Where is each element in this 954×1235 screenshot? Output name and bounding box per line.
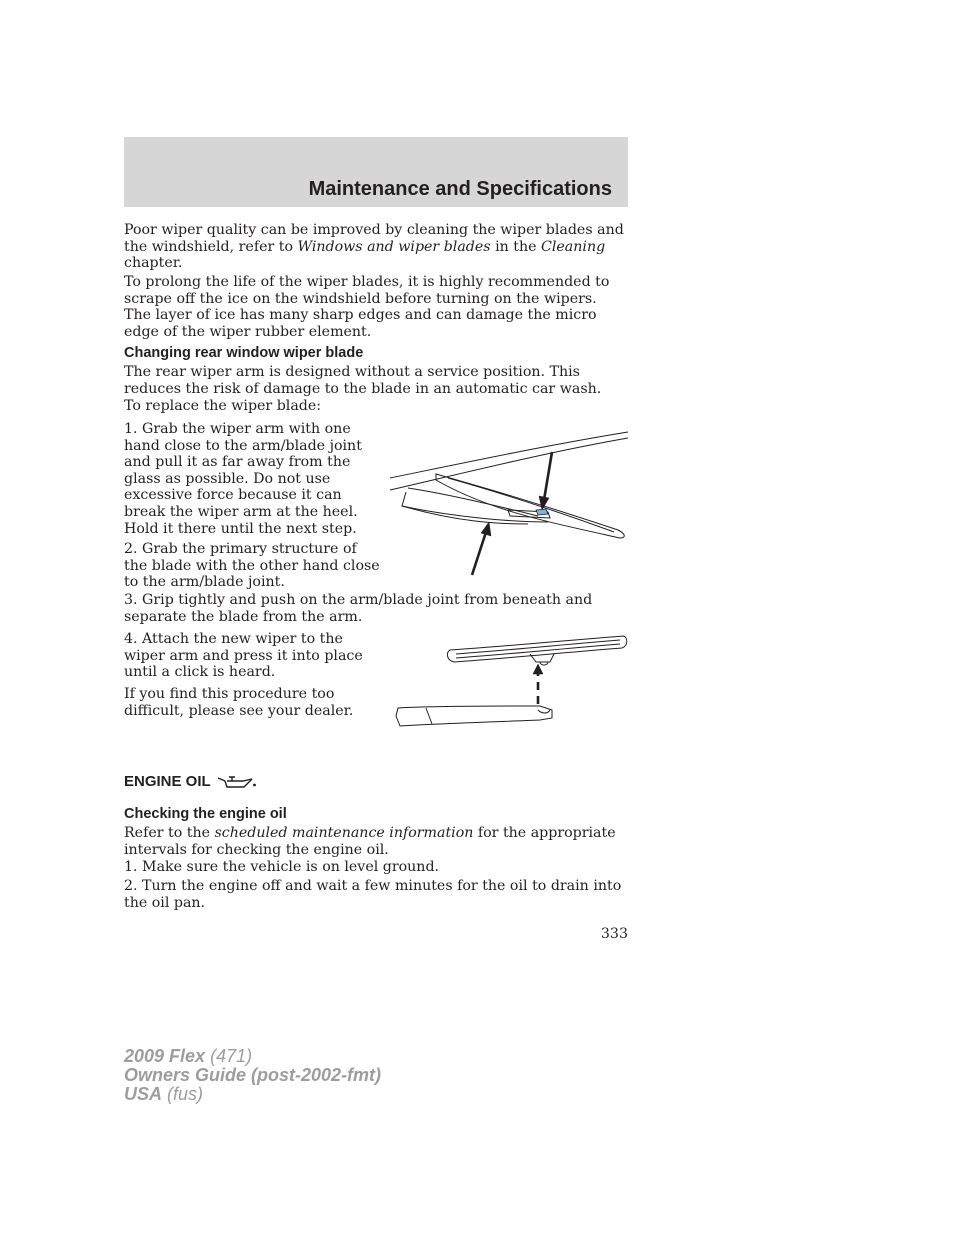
step-1: 1. Grab the wiper arm with one hand close to the arm/blade joint and pull it as far away from the glass as possible. Do not use excessive force because it can break the wiper arm at the heel. Hold it there until the next step. [124, 421, 362, 537]
footer-guide: Owners Guide (post-2002-fmt) [124, 1065, 382, 1085]
cross-ref-cleaning: Cleaning [541, 238, 606, 255]
cross-ref-scheduled-maintenance: scheduled maintenance information [214, 825, 474, 841]
wiper-arm-illustration [388, 430, 630, 580]
intro-paragraph-1 [124, 222, 628, 272]
section-header-band [124, 137, 628, 207]
cross-ref-windows: Windows and wiper blades [297, 238, 491, 255]
step-2: 2. Grab the primary structure of the blade with the other hand close to the arm/blade joint. [124, 541, 380, 591]
intro-paragraph-2: To prolong the life of the wiper blades, it is highly recommended to scrape off the ice on the windshield before turning on the wipers. The layer of ice has many sharp edges and can damage the micro edge of the wiper rubber element. [124, 274, 610, 340]
step-4: 4. Attach the new wiper to the wiper arm and press it into place until a click is heard. [124, 631, 363, 681]
intro-text-b: in the [490, 238, 542, 255]
footer-region-code: (fus) [167, 1084, 204, 1104]
oil-step-2: 2. Turn the engine off and wait a few minutes for the oil to drain into the oil pan. [124, 878, 622, 911]
wiper-attach-illustration [390, 632, 632, 736]
replace-intro: To replace the wiper blade: [124, 398, 322, 414]
dealer-note: If you find this procedure too difficult, please see your dealer. [124, 686, 354, 719]
section-title: Maintenance and Specifications [308, 178, 612, 200]
oil-text-a: Refer to the [124, 825, 215, 841]
rear-wiper-heading: Changing rear window wiper blade [124, 345, 364, 361]
engine-oil-heading [124, 772, 257, 790]
footer-model-code: (471) [210, 1046, 253, 1066]
intro-text-c: chapter. [124, 255, 183, 272]
oil-text-b: for the appropriate intervals for checking the engine oil. [124, 825, 616, 858]
footer-doc-info [124, 1047, 381, 1104]
footer-guide-line [124, 1066, 381, 1085]
engine-oil-heading-text: ENGINE OIL [124, 772, 211, 790]
page-number: 333 [600, 926, 628, 942]
oil-paragraph [124, 825, 628, 858]
footer-region: USA [124, 1084, 163, 1104]
oil-step-1: 1. Make sure the vehicle is on level ground. [124, 859, 440, 875]
intro-text-a: Poor wiper quality can be improved by cleaning the wiper blades and the windshield, refer to [124, 222, 624, 255]
footer-model: 2009 Flex [124, 1046, 206, 1066]
rear-wiper-paragraph: The rear wiper arm is designed without a service position. This reduces the risk of damage to the blade in an automatic car wash. [124, 364, 602, 397]
checking-oil-heading: Checking the engine oil [124, 806, 287, 822]
oil-can-icon [217, 772, 257, 790]
footer-region-line [124, 1085, 381, 1104]
footer-model-line [124, 1047, 381, 1066]
step-3: 3. Grip tightly and push on the arm/blade joint from beneath and separate the blade from the arm. [124, 592, 593, 625]
